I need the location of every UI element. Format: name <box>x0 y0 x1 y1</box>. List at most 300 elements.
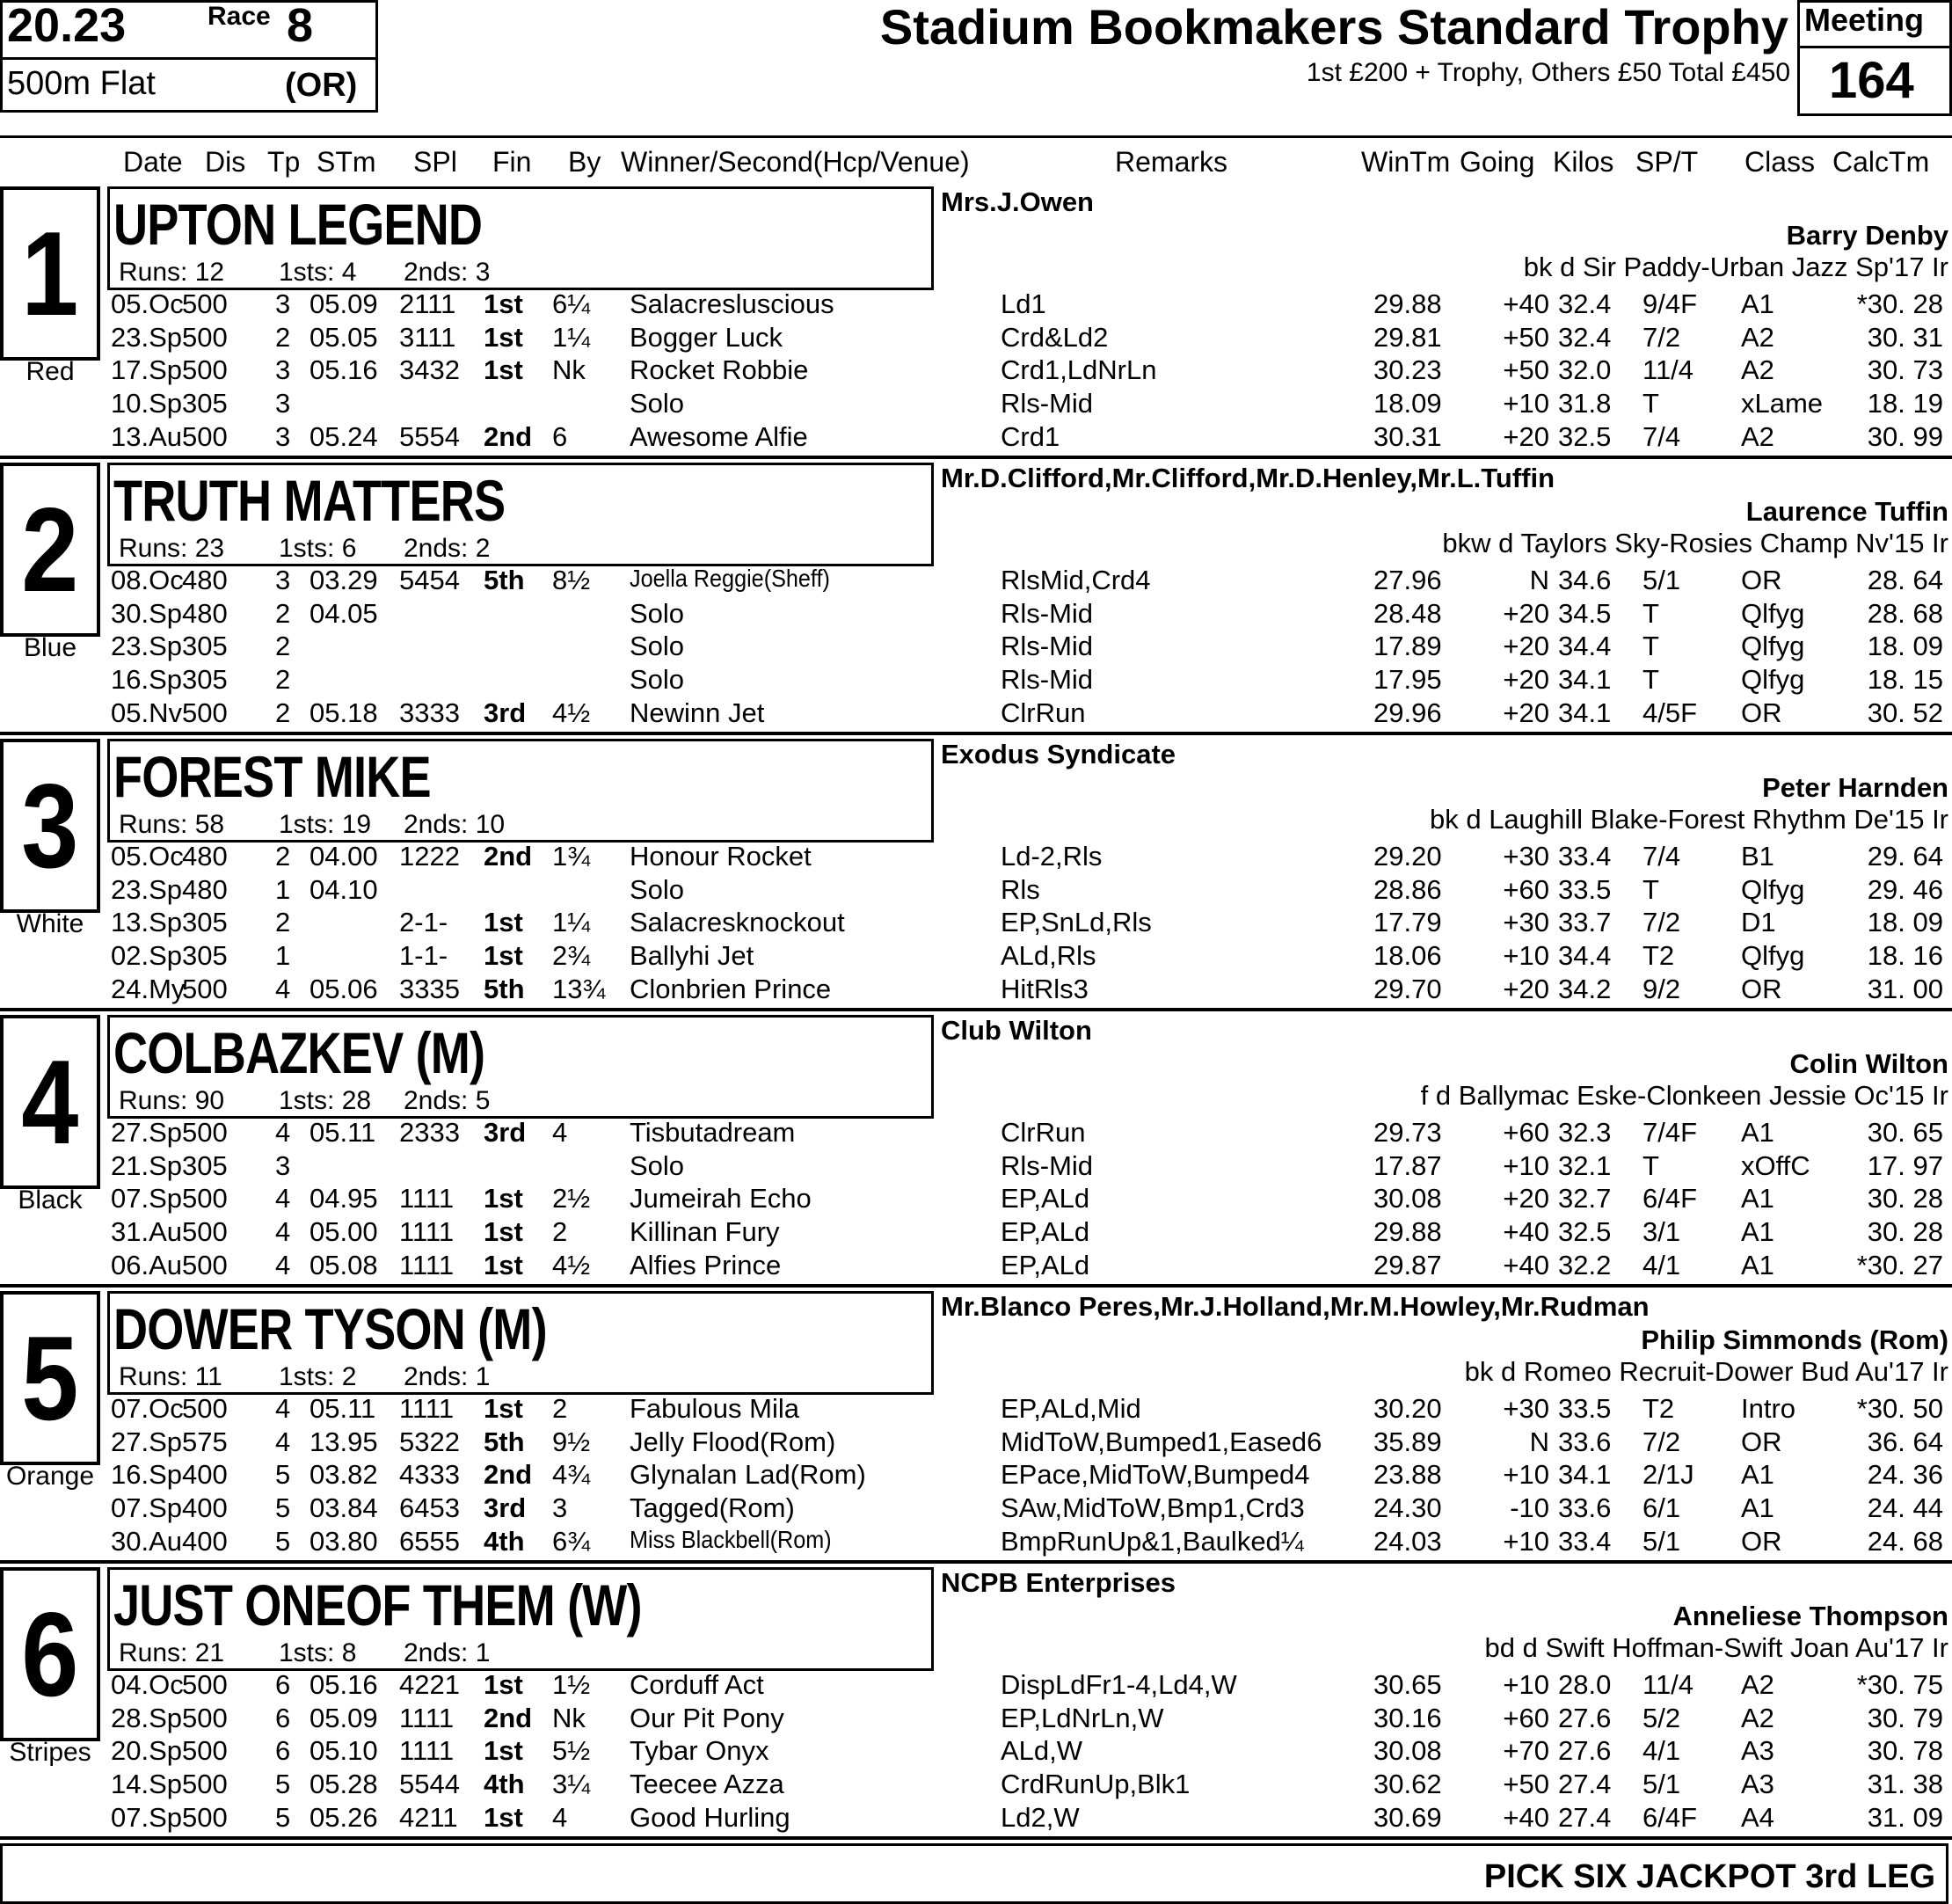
form-row <box>0 841 1952 874</box>
form-win: Ballyhi Jet <box>630 940 754 972</box>
form-win: Newinn Jet <box>630 697 765 728</box>
form-kilos: 33.4 <box>1558 841 1612 872</box>
form-by: 4 <box>552 1117 568 1148</box>
runner-divider <box>0 1836 1952 1840</box>
race-prize: 1st £200 + Trophy, Others £50 Total £450 <box>1306 58 1790 87</box>
form-rem: DispLdFr1-4,Ld4,W <box>1001 1669 1237 1700</box>
form-row <box>0 1216 1952 1250</box>
form-wintm: 18.06 <box>1373 940 1442 972</box>
form-spt: 5/1 <box>1642 565 1681 595</box>
runner-block <box>0 1011 1952 1288</box>
footer-box <box>0 1843 1948 1904</box>
form-wintm: 29.88 <box>1373 288 1442 319</box>
form-rem: Rls-Mid <box>1001 1149 1094 1181</box>
form-spl: 6555 <box>399 1525 460 1557</box>
form-row <box>0 388 1952 421</box>
form-calc: 24. 36 <box>1867 1459 1943 1491</box>
form-cls: A1 <box>1741 1492 1774 1524</box>
form-fin: 1st <box>484 1249 523 1280</box>
form-dis: 500 <box>182 288 228 319</box>
trainer: Laurence Tuffin <box>1745 496 1948 527</box>
col-kilos: Kilos <box>1553 146 1614 178</box>
form-spl: 5554 <box>399 420 460 452</box>
form-kilos: 27.4 <box>1558 1769 1612 1800</box>
form-tp: 2 <box>275 841 291 872</box>
form-cls: OR <box>1741 565 1782 595</box>
form-fin: 2nd <box>484 1459 533 1491</box>
form-wintm: 30.23 <box>1373 354 1442 386</box>
meeting-number: 164 <box>1829 52 1914 109</box>
owner: NCPB Enterprises <box>941 1567 1176 1598</box>
owner: Mr.D.Clifford,Mr.Clifford,Mr.D.Henley,Mr.L.Tuffin <box>941 463 1555 493</box>
form-wintm: 28.86 <box>1373 873 1442 905</box>
form-rem: ClrRun <box>1001 697 1086 728</box>
form-fin: 1st <box>484 940 523 972</box>
form-fin: 1st <box>484 354 523 386</box>
col-wintm: WinTm <box>1361 146 1451 178</box>
form-dis: 500 <box>182 697 228 728</box>
trap-number: 2 <box>21 483 79 616</box>
form-spl: 4211 <box>399 1801 458 1833</box>
form-cls: B1 <box>1741 841 1774 872</box>
form-dis: 500 <box>182 1669 228 1700</box>
form-row <box>0 1393 1952 1426</box>
form-spt: 5/2 <box>1642 1702 1681 1733</box>
form-date: 07.Sp <box>111 1801 183 1833</box>
form-row <box>0 565 1952 598</box>
form-dis: 305 <box>182 664 228 696</box>
form-cls: xLame <box>1741 388 1824 419</box>
form-going: +30 <box>1503 907 1549 938</box>
form-date: 07.Oc <box>111 1393 184 1424</box>
form-tp: 5 <box>275 1801 291 1833</box>
form-calc: 30. 73 <box>1867 354 1943 386</box>
form-date: 05.Nv <box>111 697 182 728</box>
form-calc: 30. 99 <box>1867 420 1943 452</box>
form-spt: 7/4 <box>1642 420 1681 452</box>
form-stm: 04.10 <box>310 873 378 905</box>
form-spl: 2333 <box>399 1117 460 1148</box>
form-wintm: 29.87 <box>1373 1249 1442 1280</box>
form-row <box>0 664 1952 697</box>
form-win: Joella Reggie(Sheff) <box>630 565 830 592</box>
form-spl: 1222 <box>399 841 460 872</box>
form-cls: Qlfyg <box>1741 873 1805 905</box>
form-wintm: 29.73 <box>1373 1117 1442 1148</box>
form-going: +60 <box>1503 1117 1549 1148</box>
form-going: +20 <box>1503 1183 1549 1215</box>
header-rule <box>0 135 1952 138</box>
form-win: Jelly Flood(Rom) <box>630 1426 836 1457</box>
form-stm: 05.10 <box>310 1735 378 1767</box>
form-rem: EP,ALd,Mid <box>1001 1393 1141 1424</box>
form-spl: 1111 <box>399 1183 455 1215</box>
form-date: 05.Oc <box>111 288 184 319</box>
form-spl: 3432 <box>399 354 460 386</box>
form-calc: 24. 68 <box>1867 1525 1943 1557</box>
form-date: 02.Sp <box>111 940 183 972</box>
form-kilos: 33.6 <box>1558 1492 1612 1524</box>
form-by: 6¾ <box>552 1525 591 1557</box>
form-spl: 2-1- <box>399 907 448 938</box>
trainer: Barry Denby <box>1786 220 1948 251</box>
form-row <box>0 1526 1952 1559</box>
form-win: Alfies Prince <box>630 1249 782 1280</box>
form-rem: EP,LdNrLn,W <box>1001 1702 1164 1733</box>
form-row <box>0 1459 1952 1492</box>
form-by: 2¾ <box>552 940 591 972</box>
form-wintm: 29.88 <box>1373 1216 1442 1248</box>
form-going: +30 <box>1503 841 1549 872</box>
form-row <box>0 1250 1952 1283</box>
form-going: +20 <box>1503 631 1549 662</box>
form-row <box>0 907 1952 940</box>
form-tp: 3 <box>275 288 291 319</box>
form-win: Good Hurling <box>630 1801 790 1833</box>
form-dis: 500 <box>182 1183 228 1215</box>
form-win: Solo <box>630 664 685 696</box>
form-kilos: 33.6 <box>1558 1426 1612 1457</box>
form-dis: 480 <box>182 841 228 872</box>
form-going: +10 <box>1503 1459 1549 1491</box>
form-spt: 3/1 <box>1642 1216 1681 1248</box>
form-wintm: 29.96 <box>1373 697 1442 728</box>
dog-name: DOWER TYSON (M) <box>113 1296 547 1361</box>
seconds-count: 2nds: 10 <box>404 810 506 839</box>
form-kilos: 33.4 <box>1558 1525 1612 1557</box>
form-kilos: 33.5 <box>1558 873 1612 905</box>
form-spt: T <box>1642 1149 1659 1181</box>
form-stm: 05.09 <box>310 1702 378 1733</box>
form-cls: xOffC <box>1741 1149 1810 1181</box>
form-calc: 18. 09 <box>1867 631 1943 662</box>
form-cls: A3 <box>1741 1769 1774 1800</box>
form-date: 31.Au <box>111 1216 183 1248</box>
form-fin: 3rd <box>484 1117 527 1148</box>
runs-count: Runs: 23 <box>119 534 225 563</box>
form-calc: 36. 64 <box>1867 1426 1943 1457</box>
form-calc: 24. 44 <box>1867 1492 1943 1524</box>
race-time: 20.23 <box>7 0 127 52</box>
form-win: Salacresknockout <box>630 907 845 938</box>
form-kilos: 32.4 <box>1558 321 1612 353</box>
form-win: Salacresluscious <box>630 288 834 319</box>
form-dis: 500 <box>182 973 228 1004</box>
form-wintm: 30.65 <box>1373 1669 1442 1700</box>
form-stm: 05.08 <box>310 1249 378 1280</box>
form-row <box>0 288 1952 322</box>
form-date: 14.Sp <box>111 1769 183 1800</box>
form-going: +60 <box>1503 1702 1549 1733</box>
race-number: 8 <box>287 0 314 52</box>
form-win: Awesome Alfie <box>630 420 808 452</box>
trap-colour: White <box>16 909 84 938</box>
form-spl: 1111 <box>399 1216 455 1248</box>
form-by: 3¼ <box>552 1769 591 1800</box>
form-kilos: 32.2 <box>1558 1249 1612 1280</box>
form-going: +40 <box>1503 1801 1549 1833</box>
form-win: Tisbutadream <box>630 1117 796 1148</box>
col-dis: Dis <box>205 146 246 178</box>
col-spl: SPl <box>413 146 457 178</box>
trap-number: 1 <box>21 207 79 340</box>
form-date: 23.Sp <box>111 631 183 662</box>
form-dis: 305 <box>182 631 228 662</box>
form-row <box>0 322 1952 355</box>
form-spt: 7/4F <box>1642 1117 1698 1148</box>
form-by: 4 <box>552 1801 568 1833</box>
form-rem: SAw,MidToW,Bmp1,Crd3 <box>1001 1492 1305 1524</box>
form-tp: 6 <box>275 1735 291 1767</box>
form-cls: Qlfyg <box>1741 664 1805 696</box>
form-calc: 17. 97 <box>1867 1149 1943 1181</box>
form-tp: 5 <box>275 1459 291 1491</box>
form-wintm: 28.48 <box>1373 597 1442 629</box>
form-going: +10 <box>1503 388 1549 419</box>
form-win: Fabulous Mila <box>630 1393 799 1424</box>
form-date: 10.Sp <box>111 388 183 419</box>
seconds-count: 2nds: 1 <box>404 1362 491 1391</box>
form-stm: 13.95 <box>310 1426 378 1457</box>
form-kilos: 32.0 <box>1558 354 1612 386</box>
form-calc: 30. 79 <box>1867 1702 1943 1733</box>
form-tp: 4 <box>275 973 291 1004</box>
form-cls: A4 <box>1741 1801 1774 1833</box>
form-wintm: 24.30 <box>1373 1492 1442 1524</box>
form-kilos: 34.4 <box>1558 631 1612 662</box>
form-spl: 4333 <box>399 1459 460 1491</box>
trainer: Philip Simmonds (Rom) <box>1641 1324 1948 1355</box>
breeding: bk d Romeo Recruit-Dower Bud Au'17 Ir <box>1464 1356 1948 1387</box>
form-dis: 400 <box>182 1525 228 1557</box>
form-by: 5½ <box>552 1735 591 1767</box>
form-rem: Ld1 <box>1001 288 1046 319</box>
form-stm: 04.00 <box>310 841 378 872</box>
form-dis: 305 <box>182 1149 228 1181</box>
form-tp: 4 <box>275 1183 291 1215</box>
form-kilos: 34.2 <box>1558 973 1612 1004</box>
form-kilos: 32.3 <box>1558 1117 1612 1148</box>
race-grade: (OR) <box>285 67 358 104</box>
form-calc: 18. 09 <box>1867 907 1943 938</box>
form-by: 6 <box>552 420 568 452</box>
form-spt: 9/4F <box>1642 288 1698 319</box>
form-win: Solo <box>630 1149 685 1181</box>
form-win: Tybar Onyx <box>630 1735 769 1767</box>
form-wintm: 17.89 <box>1373 631 1442 662</box>
form-dis: 480 <box>182 597 228 629</box>
form-going: +60 <box>1503 873 1549 905</box>
form-date: 13.Au <box>111 420 183 452</box>
form-kilos: 34.6 <box>1558 565 1612 595</box>
race-title: Stadium Bookmakers Standard Trophy <box>879 0 1788 55</box>
form-win: Jumeirah Echo <box>630 1183 812 1215</box>
dog-name: COLBAZKEV (M) <box>113 1020 485 1085</box>
form-going: +10 <box>1503 940 1549 972</box>
trap-colour: Blue <box>23 633 77 662</box>
form-rem: Rls-Mid <box>1001 597 1094 629</box>
form-date: 07.Sp <box>111 1183 183 1215</box>
form-rem: Rls-Mid <box>1001 388 1094 419</box>
form-row <box>0 1492 1952 1526</box>
meeting-label: Meeting <box>1804 2 1925 38</box>
form-dis: 400 <box>182 1459 228 1491</box>
form-dis: 575 <box>182 1426 228 1457</box>
form-rem: ALd,W <box>1001 1735 1083 1767</box>
form-date: 21.Sp <box>111 1149 183 1181</box>
form-kilos: 34.4 <box>1558 940 1612 972</box>
form-tp: 2 <box>275 664 291 696</box>
runner-block <box>0 1288 1952 1564</box>
form-wintm: 17.79 <box>1373 907 1442 938</box>
form-row <box>0 1150 1952 1184</box>
form-fin: 4th <box>484 1525 525 1557</box>
form-calc: 29. 64 <box>1867 841 1943 872</box>
form-spt: 11/4 <box>1642 1669 1694 1700</box>
form-fin: 1st <box>484 1393 523 1424</box>
form-kilos: 32.5 <box>1558 1216 1612 1248</box>
form-date: 13.Sp <box>111 907 183 938</box>
trap-colour: Black <box>18 1185 83 1215</box>
owner: Mr.Blanco Peres,Mr.J.Holland,Mr.M.Howley,Mr.Rudman <box>941 1291 1650 1322</box>
form-stm: 04.95 <box>310 1183 378 1215</box>
form-wintm: 30.69 <box>1373 1801 1442 1833</box>
dog-name-box <box>107 1015 934 1119</box>
breeding: bd d Swift Hoffman-Swift Joan Au'17 Ir <box>1484 1632 1948 1663</box>
form-going: +10 <box>1503 1525 1549 1557</box>
form-spt: T <box>1642 597 1659 629</box>
dog-name-box <box>107 463 934 566</box>
form-cls: OR <box>1741 973 1782 1004</box>
form-win: Miss Blackbell(Rom) <box>630 1525 832 1553</box>
col-class: Class <box>1744 146 1816 178</box>
form-rem: Rls-Mid <box>1001 664 1094 696</box>
form-going: +70 <box>1503 1735 1549 1767</box>
form-kilos: 27.6 <box>1558 1735 1612 1767</box>
form-stm: 05.26 <box>310 1801 378 1833</box>
trap-colour: Orange <box>5 1462 95 1491</box>
form-kilos: 32.5 <box>1558 420 1612 452</box>
form-spt: 6/1 <box>1642 1492 1681 1524</box>
form-spt: 11/4 <box>1642 354 1694 386</box>
form-kilos: 31.8 <box>1558 388 1612 419</box>
form-row <box>0 974 1952 1007</box>
breeding: bkw d Taylors Sky-Rosies Champ Nv'15 Ir <box>1442 528 1948 558</box>
form-stm: 05.09 <box>310 288 378 319</box>
form-rem: EP,ALd <box>1001 1183 1090 1215</box>
form-spt: 7/2 <box>1642 907 1681 938</box>
breeding: bk d Sir Paddy-Urban Jazz Sp'17 Ir <box>1523 252 1948 282</box>
form-dis: 305 <box>182 907 228 938</box>
form-tp: 2 <box>275 321 291 353</box>
form-calc: 28. 68 <box>1867 597 1943 629</box>
form-dis: 500 <box>182 1801 228 1833</box>
form-spt: 7/2 <box>1642 321 1681 353</box>
form-spt: T <box>1642 873 1659 905</box>
trap-colour: Red <box>25 357 75 386</box>
form-win: Tagged(Rom) <box>630 1492 795 1524</box>
form-rem: EP,SnLd,Rls <box>1001 907 1152 938</box>
form-rem: CrdRunUp,Blk1 <box>1001 1769 1191 1800</box>
form-win: Teecee Azza <box>630 1769 784 1800</box>
form-date: 20.Sp <box>111 1735 183 1767</box>
form-calc: 28. 64 <box>1867 565 1943 595</box>
form-spt: 2/1J <box>1642 1459 1694 1491</box>
form-going: +40 <box>1503 1249 1549 1280</box>
form-win: Solo <box>630 631 685 662</box>
dog-name: TRUTH MATTERS <box>113 468 506 533</box>
form-rem: Rls <box>1001 873 1040 905</box>
form-calc: 18. 19 <box>1867 388 1943 419</box>
form-going: +10 <box>1503 1149 1549 1181</box>
form-cls: Qlfyg <box>1741 631 1805 662</box>
form-rem: EPace,MidToW,Bumped4 <box>1001 1459 1310 1491</box>
form-cls: A2 <box>1741 1669 1774 1700</box>
runner-block <box>0 459 1952 735</box>
form-spt: 6/4F <box>1642 1183 1698 1215</box>
form-tp: 4 <box>275 1249 291 1280</box>
form-spt: 4/5F <box>1642 697 1698 728</box>
form-going: N <box>1529 1426 1549 1457</box>
form-date: 17.Sp <box>111 354 183 386</box>
form-by: 8½ <box>552 565 591 595</box>
col-fin: Fin <box>492 146 532 178</box>
form-fin: 1st <box>484 288 523 319</box>
form-tp: 5 <box>275 1769 291 1800</box>
form-rem: ALd,Rls <box>1001 940 1096 972</box>
form-spl: 5454 <box>399 565 460 595</box>
trap-number: 6 <box>21 1587 79 1721</box>
form-stm: 03.29 <box>310 565 378 595</box>
form-going: +20 <box>1503 420 1549 452</box>
form-stm: 05.28 <box>310 1769 378 1800</box>
seconds-count: 2nds: 3 <box>404 258 491 287</box>
form-rem: Ld2,W <box>1001 1801 1080 1833</box>
form-date: 05.Oc <box>111 841 184 872</box>
form-fin: 1st <box>484 1801 523 1833</box>
form-tp: 3 <box>275 354 291 386</box>
form-stm: 05.16 <box>310 354 378 386</box>
form-going: +30 <box>1503 1393 1549 1424</box>
form-spl: 2111 <box>399 288 456 319</box>
form-tp: 5 <box>275 1492 291 1524</box>
form-wintm: 17.87 <box>1373 1149 1442 1181</box>
form-date: 27.Sp <box>111 1117 183 1148</box>
form-rem: Crd1,LdNrLn <box>1001 354 1157 386</box>
form-tp: 4 <box>275 1216 291 1248</box>
form-kilos: 32.7 <box>1558 1183 1612 1215</box>
form-cls: A1 <box>1741 1459 1774 1491</box>
form-row <box>0 1117 1952 1150</box>
form-win: Rocket Robbie <box>630 354 809 386</box>
form-date: 04.Oc <box>111 1669 184 1700</box>
form-fin: 5th <box>484 565 525 595</box>
form-spt: 4/1 <box>1642 1735 1681 1767</box>
form-dis: 500 <box>182 1117 228 1148</box>
form-by: 9½ <box>552 1426 591 1457</box>
form-cls: A2 <box>1741 1702 1774 1733</box>
form-wintm: 30.62 <box>1373 1769 1442 1800</box>
form-calc: 30. 28 <box>1867 1183 1943 1215</box>
form-kilos: 32.1 <box>1558 1149 1612 1181</box>
form-calc: 18. 16 <box>1867 940 1943 972</box>
owner: Mrs.J.Owen <box>941 186 1094 217</box>
form-stm: 05.11 <box>310 1117 376 1148</box>
form-cls: D1 <box>1741 907 1776 938</box>
form-spl: 3333 <box>399 697 460 728</box>
form-rem: HitRls3 <box>1001 973 1089 1004</box>
form-cls: A3 <box>1741 1735 1774 1767</box>
